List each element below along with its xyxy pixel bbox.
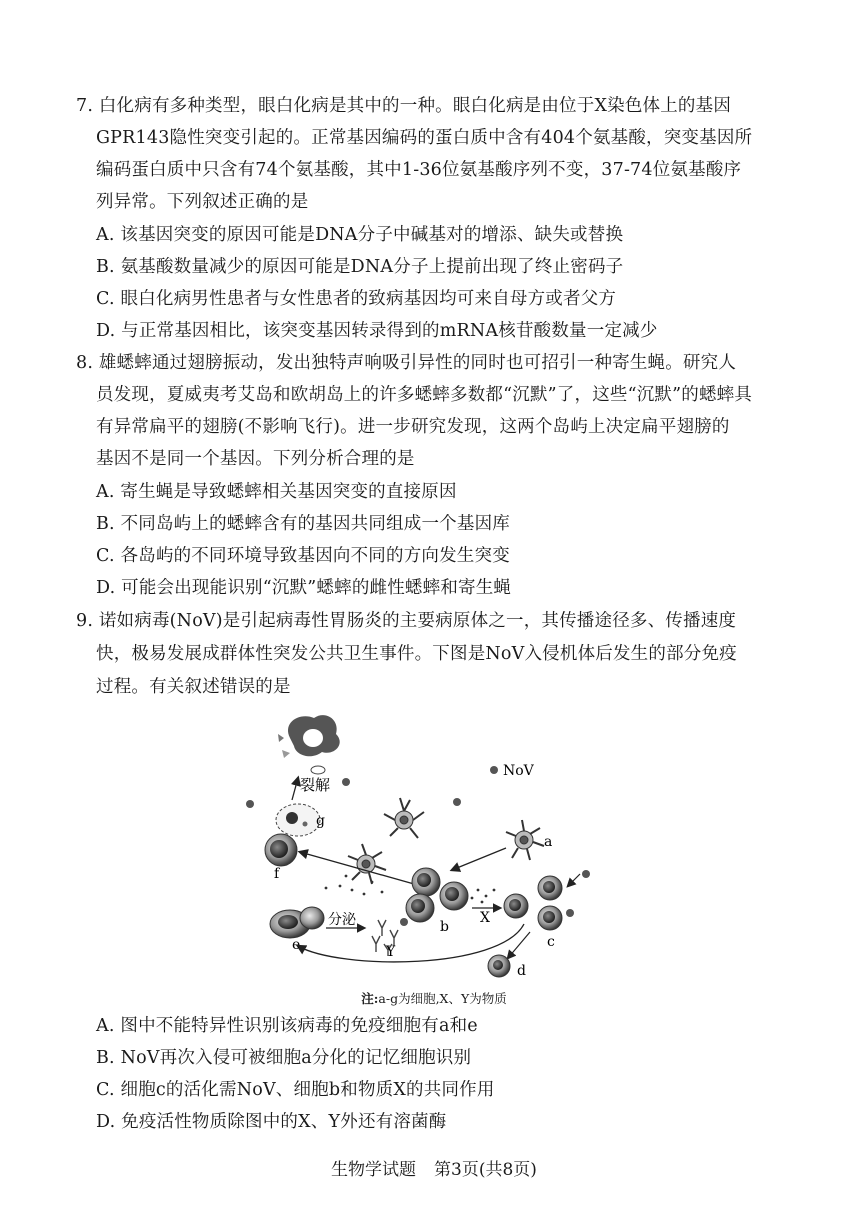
q7-option-b: B. 氨基酸数量减少的原因可能是DNA分子上提前出现了终止密码子 <box>96 257 624 277</box>
q7-stem-line-2-text: GPR143隐性突变引起的。正常基因编码的蛋白质中含有404个氨基酸，突变基因所 <box>96 128 753 148</box>
q8-option-a: A. 寄生蝇是导致蟋蟀相关基因突变的直接原因 <box>96 482 457 502</box>
lysis-label: 裂解 <box>300 776 331 794</box>
cell-a-label: a <box>544 834 553 850</box>
q9-stem-line-3: 过程。有关叙述错误的是 <box>96 677 291 697</box>
q9-option-b: B. NoV再次入侵可被细胞a分化的记忆细胞识别 <box>96 1048 472 1068</box>
q7-option-a: A. 该基因突变的原因可能是DNA分子中碱基对的增添、缺失或替换 <box>96 225 624 245</box>
q8-stem-line-2: 员发现，夏威夷考艾岛和欧胡岛上的许多蟋蟀多数都“沉默”了，这些“沉默”的蟋蟀具 <box>96 385 753 405</box>
q7-stem-line-1: 7. 白化病有多种类型，眼白化病是其中的一种。眼白化病是由位于X染色体上的基因 <box>76 96 732 116</box>
q8-option-d: D. 可能会出现能识别“沉默”蟋蟀的雌性蟋蟀和寄生蝇 <box>96 578 512 598</box>
page-footer <box>0 1155 868 1180</box>
secrete-label: 分泌 <box>328 912 356 928</box>
q8-option-c: C. 各岛屿的不同环境导致基因向不同的方向发生突变 <box>96 546 510 566</box>
cell-d <box>488 955 510 977</box>
figure-note-body: a-g为细胞,X、Y为物质 <box>378 991 507 1006</box>
q8-stem-line-3: 有异常扁平的翅膀(不影响飞行)。进一步研究发现，这两个岛屿上决定扁平翅膀的 <box>96 417 730 437</box>
cell-a <box>506 820 544 860</box>
q8-stem-line-4: 基因不是同一个基因。下列分析合理的是 <box>96 449 415 469</box>
lysed-cell-debris <box>278 715 340 774</box>
cell-c-label: c <box>547 934 555 950</box>
substance-y-label: Y <box>386 944 396 960</box>
cell-b <box>406 868 468 922</box>
q9-option-a: A. 图中不能特异性识别该病毒的免疫细胞有a和e <box>96 1016 478 1036</box>
cell-d-label: d <box>517 963 526 979</box>
q9-option-d: D. 免疫活性物质除图中的X、Y外还有溶菌酶 <box>96 1112 447 1132</box>
q9-stem-line-2: 快，极易发展成群体性突发公共卫生事件。下图是NoV入侵机体后发生的部分免疫 <box>96 644 737 664</box>
dendritic-cell-top <box>384 798 424 838</box>
figure-note-prefix: 注: <box>361 991 379 1006</box>
dendritic-cell-mid <box>348 844 386 884</box>
q8-option-b: B. 不同岛屿上的蟋蟀含有的基因共同组成一个基因库 <box>96 514 510 534</box>
footer-subject: 生物学试题 <box>331 1160 417 1180</box>
cell-c <box>504 876 562 930</box>
cell-e <box>270 907 324 938</box>
immune-process-figure <box>0 708 868 988</box>
q7-option-c: C. 眼白化病男性患者与女性患者的致病基因均可来自母方或者父方 <box>96 289 617 309</box>
substance-x-label: X <box>480 910 490 926</box>
figure-note <box>0 989 868 1007</box>
cell-b-label: b <box>440 919 449 935</box>
cell-g <box>276 804 320 836</box>
q7-option-d: D. 与正常基因相比，该突变基因转录得到的mRNA核苷酸数量一定减少 <box>96 321 658 341</box>
cell-f-label: f <box>274 866 280 882</box>
cell-f <box>265 834 297 866</box>
q9-stem-line-1: 9. 诺如病毒(NoV)是引起病毒性胃肠炎的主要病原体之一，其传播途径多、传播速度 <box>76 611 737 631</box>
q7-stem-line-2 <box>96 127 752 149</box>
q7-stem-line-4: 列异常。下列叙述正确的是 <box>96 192 309 212</box>
cell-e-label: e <box>292 937 301 953</box>
q7-stem-line-3: 编码蛋白质中只含有74个氨基酸，其中1-36位氨基酸序列不变，37-74位氨基酸序 <box>96 160 742 180</box>
footer-page-number: 第3页(共8页) <box>434 1160 537 1180</box>
nov-label: NoV <box>503 763 534 779</box>
q9-option-c: C. 细胞c的活化需NoV、细胞b和物质X的共同作用 <box>96 1080 495 1100</box>
cell-g-label: g <box>316 813 325 829</box>
q8-stem-line-1: 8. 雄蟋蟀通过翅膀振动，发出独特声响吸引异性的同时也可招引一种寄生蝇。研究人 <box>76 353 737 373</box>
